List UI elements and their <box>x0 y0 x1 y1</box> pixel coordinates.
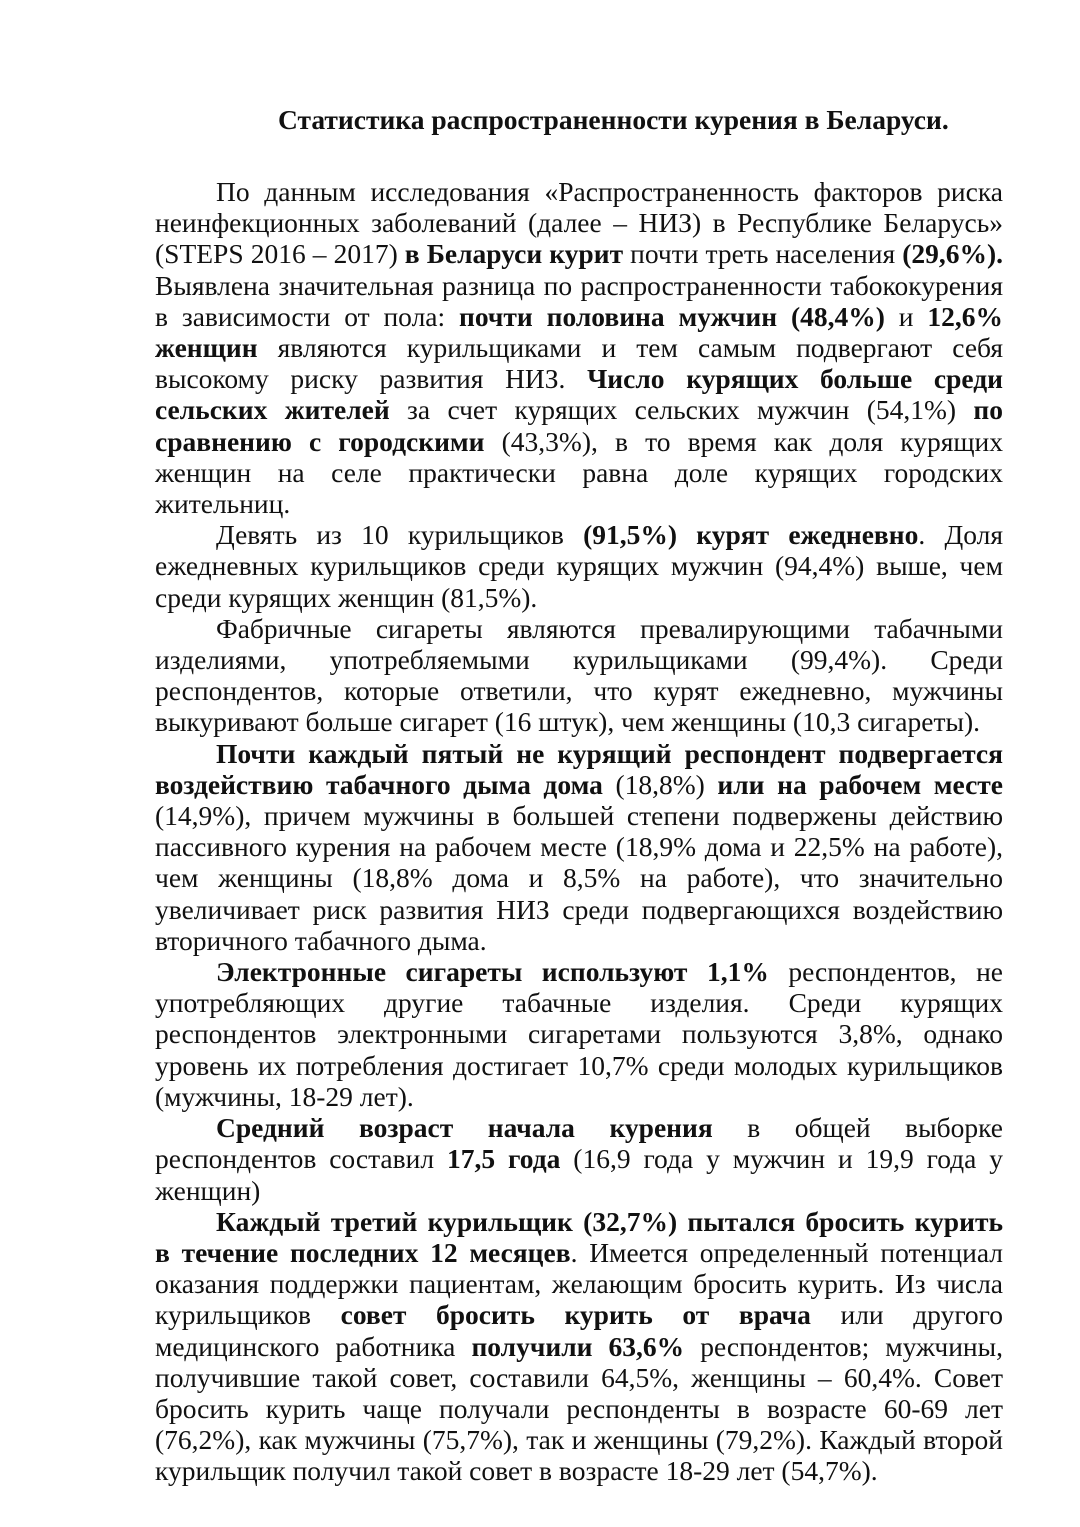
text-run: (18,8%) <box>602 768 718 800</box>
text-run: (14,9%), причем мужчины в большей степени подвержены действию пассивного курения на рабочем месте (18,9% дома и 22,5% на работе), чем женщины (18,8% дома и 8,5% на работе), что значительно увеличивает риск развития НИЗ среди подвергающихся воздействию вторичного табачного дыма. <box>155 800 1003 956</box>
text-run: (16,9 года у мужчин и 19,9 года у женщин) <box>155 1143 1003 1206</box>
text-run: Фабричные сигареты являются превалирующими табачными изделиями, употребляемыми курильщиками (99,4%). Среди респондентов, которые ответили, что курят ежедневно, мужчины выкуривают больше сигарет (16 штук), чем женщины (10,3 сигареты). <box>155 612 1003 738</box>
bold-text-run: почти половина мужчин (48,4%) <box>459 300 885 332</box>
paragraph <box>155 738 1003 956</box>
bold-text-run: 12,6% женщин <box>155 300 1003 364</box>
text-run: являются курильщиками и тем самым подвергают себя высокому риску развития НИЗ. <box>155 332 1003 395</box>
text-run: респондентов; мужчины, получившие такой совет, составили 64,5%, женщины – 60,4%. Совет бросить курить чаще получали респонденты в возрасте 60-69 лет (76,2%), как мужчины (75,7%), так и женщины (79,2%). Каждый второй курильщик получил такой совет в возрасте 18-29 лет (54,7%). <box>155 1330 1003 1487</box>
text-run: или другого медицинского работника <box>155 1299 1004 1362</box>
paragraph <box>155 1206 1003 1487</box>
text-run: По данным исследования «Распространенность факторов риска неинфекционных заболеваний (далее – НИЗ) в Республике Беларусь» (STEPS 2016 – 2017) <box>155 176 1003 270</box>
text-run: почти треть населения <box>623 238 903 270</box>
text-run: респондентов, не употребляющих другие табачные изделия. Среди курящих респондентов электронными сигаретами пользуются 3,8%, однако уровень их потребления достигает 10,7% среди молодых курильщиков (мужчины, 18-29 лет). <box>155 956 1003 1112</box>
text-run: (43,3%), в то время как доля курящих женщин на селе практически равна доле курящих городских жительниц. <box>155 425 1003 520</box>
paragraph <box>155 519 1003 613</box>
bold-text-run: по сравнению с городскими <box>155 394 1003 457</box>
bold-text-run: Электронные сигареты используют 1,1% <box>216 956 769 988</box>
text-run: . Доля ежедневных курильщиков среди курящих мужчин (94,4%) выше, чем среди курящих женщин (81,5%). <box>155 519 1003 613</box>
text-run: за счет курящих сельских мужчин (54,1%) <box>389 394 974 426</box>
bold-text-run: Почти каждый пятый не курящий респондент подвергается воздействию табачного дыма дома <box>155 737 1003 800</box>
bold-text-run: или на рабочем месте <box>717 768 1003 800</box>
paragraph <box>155 176 1003 519</box>
text-run: Выявлена значительная разница по распространенности табококурения в зависимости от пола: <box>155 269 1003 332</box>
text-run: в общей выборке респондентов составил <box>155 1112 1003 1175</box>
bold-text-run: Каждый третий курильщик (32,7%) пытался бросить курить в течение последних 12 месяцев <box>155 1205 1003 1268</box>
bold-text-run: (91,5%) курят ежедневно <box>583 519 919 551</box>
document-page <box>155 104 1003 1487</box>
document-body <box>155 176 1003 1487</box>
text-run: Девять из 10 курильщиков <box>216 519 584 551</box>
bold-text-run: 17,5 года <box>446 1143 561 1175</box>
document-title: Статистика распространенности курения в Беларуси. <box>278 104 949 135</box>
paragraph <box>155 613 1003 738</box>
bold-text-run: совет бросить курить от врача <box>340 1299 811 1331</box>
bold-text-run: Число курящих больше среди сельских жителей <box>155 363 1003 426</box>
paragraph <box>155 956 1003 1112</box>
paragraph <box>155 1112 1003 1206</box>
bold-text-run: получили 63,6% <box>471 1330 685 1362</box>
text-run: . Имеется определенный потенциал оказания поддержки пациентам, желающим бросить курить. Из числа курильщиков <box>155 1236 1003 1331</box>
text-run: и <box>884 300 928 332</box>
bold-text-run: Средний возраст начала курения <box>216 1112 713 1144</box>
bold-text-run: (29,6%). <box>902 238 1004 270</box>
bold-text-run: в Беларуси курит <box>404 238 624 270</box>
